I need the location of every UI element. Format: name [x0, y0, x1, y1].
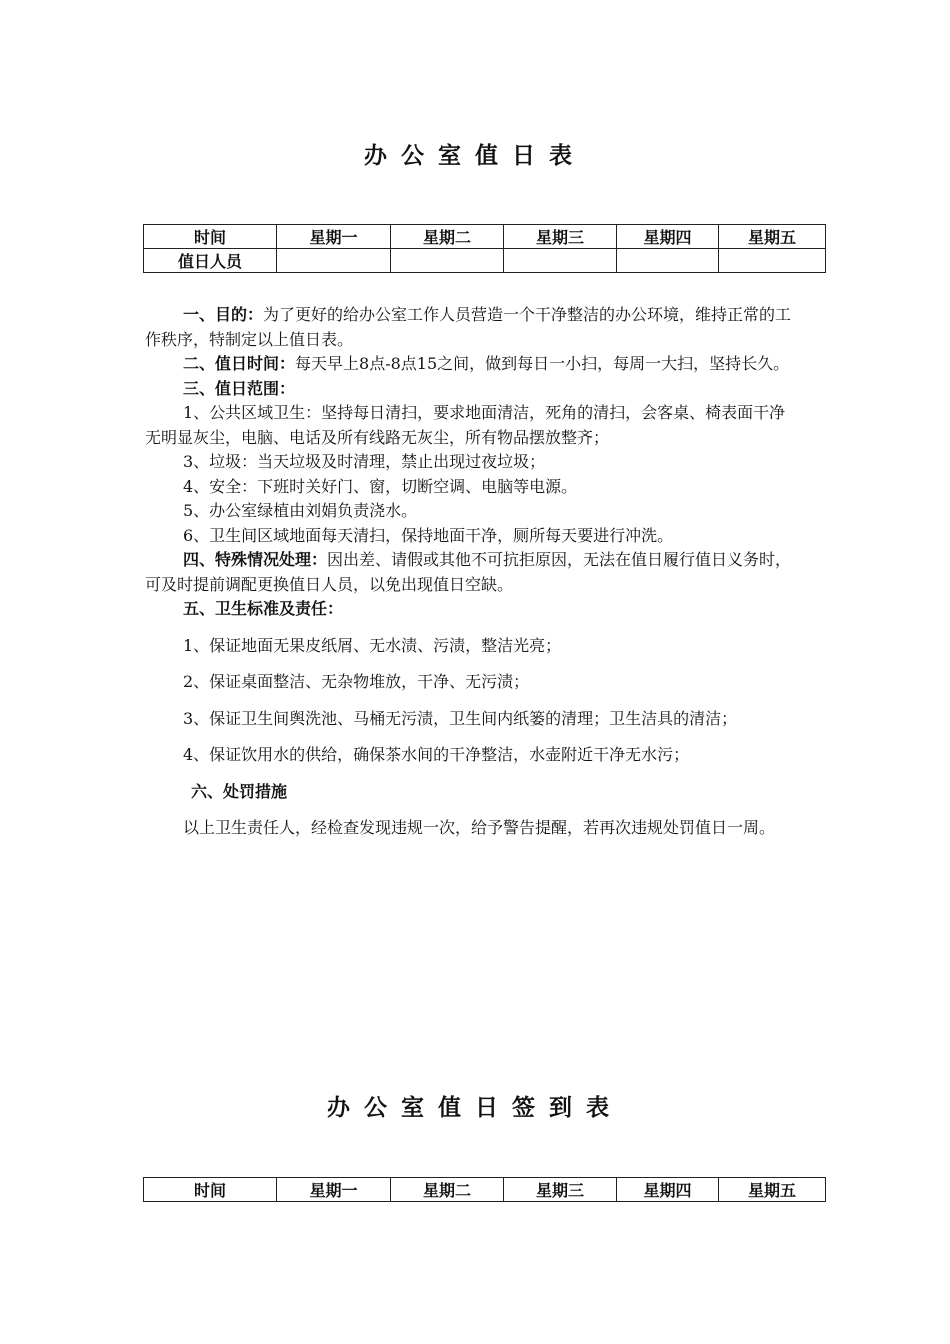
section-heading: 三、值日范围： [183, 378, 296, 398]
table-cell [617, 249, 719, 273]
table-header-cell: 星期五 [719, 1178, 826, 1202]
table-cell [391, 249, 504, 273]
list-item: 4、安全：下班时关好门、窗，切断空调、电脑等电源。 [183, 476, 578, 496]
list-item: 1、公共区域卫生：坚持每日清扫，要求地面清洁，死角的清扫，会客桌、椅表面干净无明显灰尘，电脑、电话及所有线路无灰尘，所有物品摆放整齐； [145, 403, 786, 447]
table-header-cell: 时间 [144, 1178, 277, 1202]
table-header-cell: 星期一 [277, 1178, 391, 1202]
section-time [145, 352, 800, 377]
table-header-row [144, 225, 826, 249]
list-item: 6、卫生间区域地面每天清扫，保持地面干净，厕所每天要进行冲洗。 [183, 525, 674, 545]
section-penalty [145, 774, 800, 811]
list-item: 3、保证卫生间舆洗池、马桶无污渍，卫生间内纸篓的清理；卫生洁具的清洁； [183, 708, 738, 728]
section-text: 每天早上8点-8点15之间，做到每日一小扫，每周一大扫，坚持长久。 [295, 354, 790, 373]
list-item: 2、保证桌面整洁、无杂物堆放，干净、无污渍； [183, 672, 530, 691]
table-header-cell: 星期五 [719, 225, 826, 249]
list-item: 4、保证饮用水的供给，确保茶水间的干净整洁，水壶附近干净无水污； [183, 745, 690, 764]
document-body [145, 303, 800, 841]
section-heading: 四、特殊情况处理： [183, 550, 328, 569]
table-header-row [144, 1178, 826, 1202]
signin-title: 办公室值日签到表 [327, 1094, 623, 1121]
section-heading: 六、处罚措施 [191, 781, 288, 801]
table-header-cell: 星期二 [391, 1178, 504, 1202]
section-standards [145, 597, 800, 622]
table-cell [504, 249, 617, 273]
list-item: 1、保证地面无果皮纸屑、无水渍、污渍，整洁光亮； [183, 635, 562, 655]
duty-table [143, 224, 826, 273]
table-header-cell: 星期三 [504, 225, 617, 249]
section-heading: 二、值日时间： [183, 354, 296, 373]
signin-table [143, 1177, 826, 1202]
table-header-cell: 星期三 [504, 1178, 617, 1202]
list-item: 3、垃圾：当天垃圾及时清理，禁止出现过夜垃圾； [183, 452, 546, 471]
table-header-cell: 星期二 [391, 225, 504, 249]
table-cell [719, 249, 826, 273]
table-cell [277, 249, 391, 273]
section-text: 以上卫生责任人，经检查发现违规一次，给予警告提醒，若再次违规处罚值日一周。 [183, 818, 776, 837]
section-special [145, 548, 800, 597]
table-header-cell: 星期一 [277, 225, 391, 249]
section-heading: 五、卫生标准及责任： [183, 599, 344, 618]
list-item: 5、办公室绿植由刘娟负责浇水。 [183, 501, 418, 520]
section-text: 因出差、请假或其他不可抗拒原因，无法在值日履行值日义务时，可及时提前调配更换值日人员，以免出现值日空缺。 [145, 550, 792, 594]
section-purpose [145, 303, 800, 352]
section-scope [145, 377, 800, 402]
table-header-cell: 星期四 [617, 225, 719, 249]
table-header-cell: 星期四 [617, 1178, 719, 1202]
row-label-cell: 值日人员 [144, 249, 277, 273]
table-row [144, 249, 826, 273]
section-heading: 一、目的： [183, 305, 264, 324]
section-text: 为了更好的给办公室工作人员营造一个干净整洁的办公环境，维持正常的工作秩序，特制定以上值日表。 [145, 305, 792, 349]
table-header-cell: 时间 [144, 225, 277, 249]
page-title: 办公室值日表 [364, 142, 586, 169]
